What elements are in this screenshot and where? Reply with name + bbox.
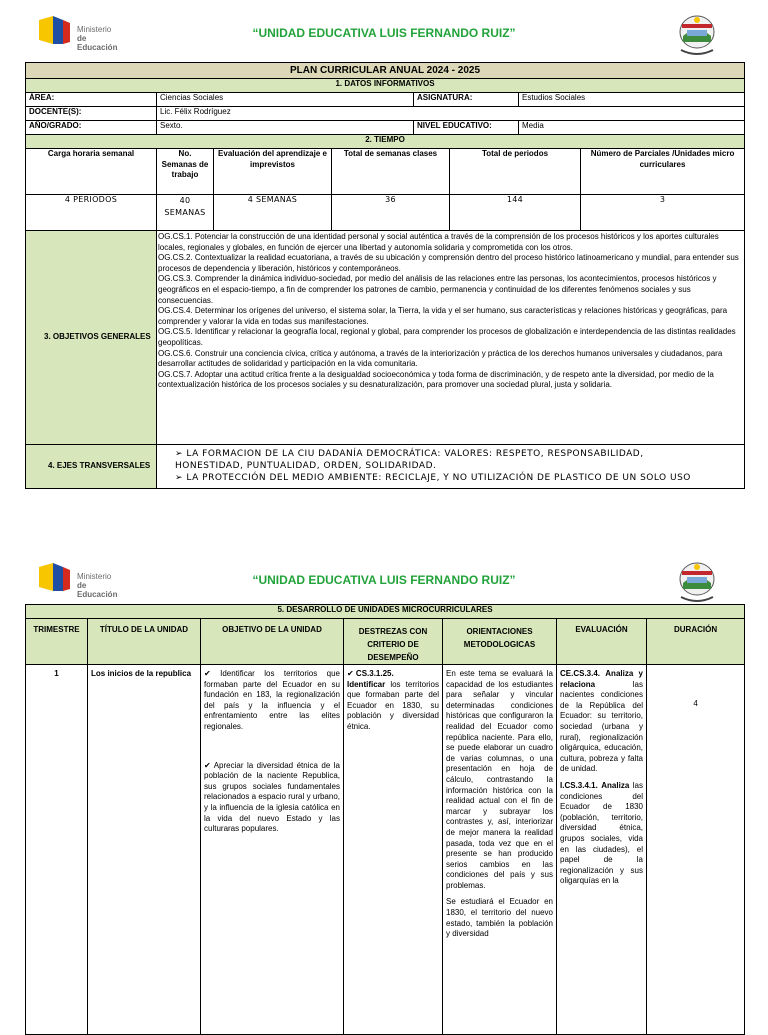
docente-label: DOCENTE(S): (26, 107, 157, 121)
ministry-line2: de Educación (77, 581, 118, 599)
asignatura-value: Estudios Sociales (519, 93, 745, 107)
tiempo-header: Número de Parciales /Unidades micro curriculares (581, 149, 745, 195)
units-header: TRIMESTRE (26, 619, 88, 665)
school-title: “UNIDAD EDUCATIVA LUIS FERNANDO RUIZ” (252, 26, 516, 40)
units-header: TÍTULO DE LA UNIDAD (88, 619, 201, 665)
eval-code: CE.CS.3.4. (560, 669, 601, 678)
units-header: OBJETIVO DE LA UNIDAD (201, 619, 344, 665)
units-header: ORIENTACIONES METODOLOGICAS (443, 619, 557, 665)
asignatura-label: ASIGNATURA: (414, 93, 519, 107)
objetivo-item: OG.CS.6. Construir una conciencia cívica, crítica y autónoma, a través de la interiorización y práctica de los derechos humanos universales y ciudadanos, para desarrollar actitudes de solidaridad y participación en la vida comunitaria. (158, 348, 723, 369)
eval-text: las nacientes condiciones de la República del Ecuador: su territorio, sociedad (urbana y rural), regionalización oligárquica, educación, cultura, pobreza y falta de unidad. (560, 679, 643, 774)
page-1 (0, 0, 768, 500)
page-header (0, 547, 768, 599)
skill-verb: Identificar (347, 679, 386, 689)
ejes-list (157, 445, 745, 489)
objetivo-item: OG.CS.2. Contextualizar la realidad ecuatoriana, a través de su ubicación y comprensión dentro del proceso histórico latinoamericano y mundial, para entender sus procesos de dependencia y liberación, históricos y contemporáneos. (158, 253, 739, 273)
skill-text: los territorios que formaban parte del Ecuador en 1830, su población y diversidad étnica. (347, 679, 439, 731)
objective-item: ✔ Apreciar la diversidad étnica de la población de la naciente Republica, sus grupos sociales fundamentales relacionados a espacio rural y urbano, y la influencia de la iglesia católica en la vida del nuevo Estado y las culturaras populares. (204, 760, 340, 834)
page-header (0, 0, 768, 52)
school-crest-icon (675, 12, 720, 60)
ministry-line2: de Educación (77, 34, 118, 52)
unit-title: Los inicios de la republica (88, 665, 201, 1035)
eval-verb: Analiza y relaciona (560, 669, 643, 689)
objective-item: ✔ Identificar los territorios que formaban parte del Ecuador en su fundación en 183, la regionalización del país y la influencia y el enfrentamiento entre las elites regionales. (204, 669, 340, 731)
school-title: “UNIDAD EDUCATIVA LUIS FERNANDO RUIZ” (252, 573, 516, 587)
eval-verb: Analiza (601, 780, 630, 790)
methodology-item: En este tema se evaluará la capacidad de los estudiantes para señalar y vincular determinadas condiciones históricas que configuraron la realidad del Ecuador como república naciente. Para ello, se puede elaborar un cuadro de varias columnas, o una presentación en hoja de cálculo, contrastando la información histórica con la realidad actual con el fin de marcar y subrayar los contrastes y, así, interiorizar de mejor manera la realidad pasada, toda vez que en el presente se han producido serios cambios en las condiciones del país y sus problemas. (446, 669, 553, 890)
grado-label: AÑO/GRADO: (26, 121, 157, 135)
tiempo-header: Evaluación del aprendizaje e imprevistos (214, 149, 332, 195)
eje-item: ➢ LA FORMACION DE LA CIU DADANÍA DEMOCRÁTICA: VALORES: RESPETO, RESPONSABILIDAD, (175, 449, 644, 459)
tiempo-header: No. Semanas de trabajo (157, 149, 214, 195)
objetivo-item: OG.CS.1. Potenciar la construcción de una identidad personal y social auténtica a través de la comprensión de los procesos históricos y los aportes culturales locales, regionales y globales, en función de ejercer una libertad y autonomía solidaria y comprometida con los otros. (158, 232, 719, 252)
nivel-label: NIVEL EDUCATIVO: (414, 121, 519, 135)
nivel-value: Media (519, 121, 745, 135)
section-tiempo: 2. TIEMPO (26, 135, 745, 149)
tiempo-header: Total de semanas clases (332, 149, 450, 195)
section-unidades: 5. DESARROLLO DE UNIDADES MICROCURRICULARES (26, 605, 745, 619)
tiempo-value: 4 PERIODOS (26, 195, 157, 231)
eval-text: las condiciones del Ecuador de 1830 (población, territorio, diversidad étnica, grupos sociales, vida en las ciudades), el papel de la regionalización y sus oligarquías en la (560, 780, 643, 886)
objetivo-item: OG.CS.7. Adoptar una actitud crítica frente a la desigualdad socioeconómica y toda forma de discriminación, y de respeto ante la diversidad, por medio de la contextualización histórica de los procesos sociales y su desnaturalización, para promover una sociedad plural, justa y solidaria. (158, 369, 714, 390)
tiempo-value: 3 (581, 195, 745, 231)
school-crest-icon (675, 559, 720, 607)
objetivo-item: OG.CS.3. Comprender la dinámica individuo-sociedad, por medio del análisis de las relaciones entre las personas, los acontecimientos, procesos históricos y geográficos en el espacio-tiempo, a fin de comprender los patrones de cambio, permanencia y continuidad de los diferentes fenómenos sociales y sus consecuencias. (158, 274, 717, 305)
eje-item: ➢ LA PROTECCIÓN DEL MEDIO AMBIENTE: RECICLAJE, Y NO UTILIZACIÓN DE PLASTICO DE UN SOLO USO (175, 473, 691, 483)
objetivo-item: OG.CS.4. Determinar los orígenes del universo, el sistema solar, la Tierra, la vida y el ser humano, sus características y relaciones históricas y geográficas, para comprender y valorar la vida en todas sus manifestaciones. (158, 306, 728, 326)
plan-table (25, 62, 745, 489)
area-value: Ciencias Sociales (157, 93, 414, 107)
units-table (25, 604, 745, 1035)
ejes-label: 4. EJES TRANSVERSALES (26, 445, 157, 489)
eval-code: I.CS.3.4.1. (560, 780, 598, 790)
methodology-item: Se estudiará el Ecuador en 1830, el territorio del nuevo estado, también la población y diversidad (446, 897, 553, 939)
units-header: DURACIÓN (647, 619, 745, 665)
section-datos: 1. DATOS INFORMATIVOS (26, 79, 745, 93)
tiempo-value: 144 (450, 195, 581, 231)
units-header: DESTREZAS CON CRITERIO DE DESEMPEÑO (344, 619, 443, 665)
objetivo-item: OG.CS.5. Identificar y relacionar la geografía local, regional y global, para comprender los procesos de globalización e interdependencia de las distintas realidades geopolíticas. (158, 327, 736, 347)
ministry-line1: Ministerio (77, 25, 112, 34)
units-header: EVALUACIÓN (557, 619, 647, 665)
unit-evaluation (557, 665, 647, 1035)
skill-code: ✔ CS.3.1.25. (347, 669, 394, 678)
area-label: ÁREA: (26, 93, 157, 107)
objetivos-list (157, 231, 745, 445)
grado-value: Sexto. (157, 121, 414, 135)
duration-value: 4 (647, 665, 745, 1035)
tiempo-value: 40 SEMANAS (157, 195, 214, 231)
plan-title: PLAN CURRICULAR ANUAL 2024 - 2025 (26, 63, 745, 79)
unit-objectives (201, 665, 344, 1035)
eje-item: HONESTIDAD, PUNTUALIDAD, ORDEN, SOLIDARIDAD. (175, 461, 437, 471)
trimestre-value: 1 (26, 665, 88, 1035)
ministry-line1: Ministerio (77, 572, 112, 581)
tiempo-header: Total de periodos (450, 149, 581, 195)
objetivos-label: 3. OBJETIVOS GENERALES (26, 231, 157, 445)
tiempo-value: 36 (332, 195, 450, 231)
unit-methodology (443, 665, 557, 1035)
tiempo-value: 4 SEMANAS (214, 195, 332, 231)
docente-value: Lic. Félix Rodríguez (157, 107, 745, 121)
tiempo-header: Carga horaria semanal (26, 149, 157, 195)
page-2 (0, 547, 768, 1024)
unit-skills (344, 665, 443, 1035)
